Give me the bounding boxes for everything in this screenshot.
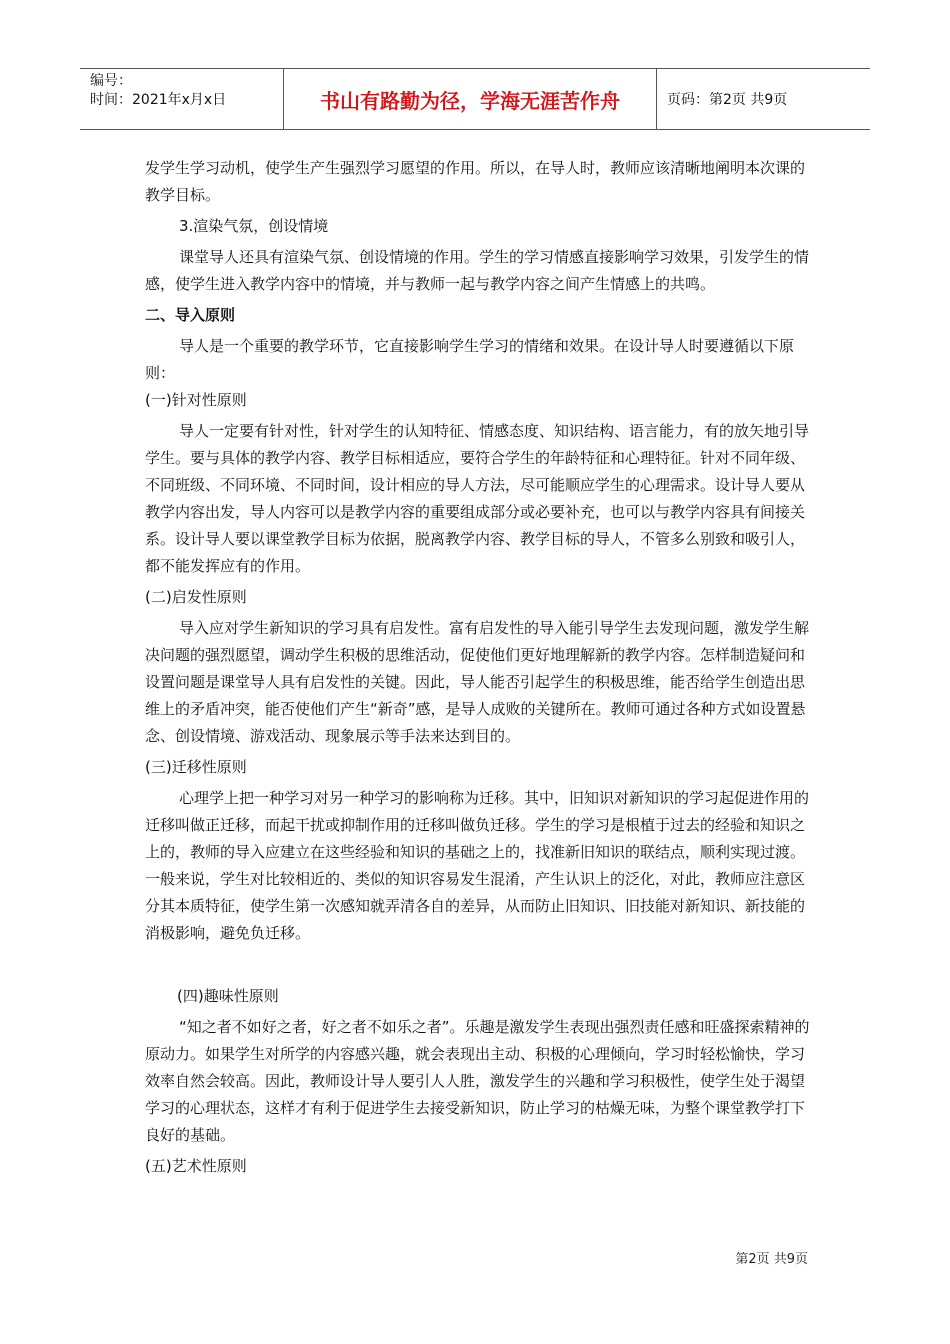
principle-heading: (五)艺术性原则	[145, 1157, 247, 1175]
header-meta	[80, 69, 283, 129]
principle-heading: (二)启发性原则	[145, 588, 247, 606]
paragraph: 发学生学习动机，使学生产生强烈学习愿望的作用。所以，在导人时，教师应该清晰地阐明本次课的教学目标。	[145, 159, 806, 204]
subsection-heading: 3.渲染气氛，创设情境	[179, 217, 329, 235]
principle-heading: (三)迁移性原则	[145, 758, 247, 776]
principle-heading: (一)针对性原则	[145, 391, 247, 409]
header-page-info: 页码：第2页 共9页	[667, 92, 788, 108]
paragraph: “知之者不如好之者，好之者不如乐之者”。乐趣是激发学生表现出强烈责任感和旺盛探索精神的原动力。如果学生对所学的内容感兴趣，就会表现出主动、积极的心理倾向，学习时轻松愉快，学习效率自然会较高。因此，教师设计导人要引人人胜，激发学生的兴趣和学习积极性，使学生处于渴望学习的心理状态，这样才有利于促进学生去接受新知识，防止学习的枯燥无味，为整个课堂教学打下良好的基础。	[145, 1018, 810, 1144]
document-date: 时间：2021年x月x日	[90, 92, 227, 108]
header-motto: 书山有路勤为径，学海无涯苦作舟	[283, 69, 657, 129]
principle-heading: (四)趣味性原则	[177, 987, 279, 1005]
page-header	[80, 68, 870, 130]
section-heading: 二、导入原则	[145, 306, 236, 324]
document-body	[145, 155, 815, 1180]
paragraph: 导入应对学生新知识的学习具有启发性。富有启发性的导入能引导学生去发现问题，激发学生解决问题的强烈愿望，调动学生积极的思维活动，促使他们更好地理解新的教学内容。怎样制造疑问和设置问题是课堂导人具有启发性的关键。因此，导人能否引起学生的积极思维，能否给学生创造出思维上的矛盾冲突，能否使他们产生“新奇”感，是导人成败的关键所在。教师可通过各种方式如设置悬念、创设情境、游戏活动、现象展示等手法来达到目的。	[145, 619, 810, 745]
document-number-label: 编号：	[90, 73, 132, 89]
paragraph: 导人一定要有针对性，针对学生的认知特征、情感态度、知识结构、语言能力，有的放矢地引导学生。要与具体的教学内容、教学目标相适应，要符合学生的年龄特征和心理特征。针对不同年级、不同班级、不同环境、不同时间，设计相应的导人方法，尽可能顺应学生的心理需求。设计导人要从教学内容出发，导人内容可以是教学内容的重要组成部分或必要补充，也可以与教学内容具有间接关系。设计导人要以课堂教学目标为依据，脱离教学内容、教学目标的导人，不管多么别致和吸引人，都不能发挥应有的作用。	[145, 422, 810, 575]
paragraph: 心理学上把一种学习对另一种学习的影响称为迁移。其中，旧知识对新知识的学习起促进作用的迁移叫做正迁移，而起干扰或抑制作用的迁移叫做负迁移。学生的学习是根植于过去的经验和知识之上的，教师的导入应建立在这些经验和知识的基础之上的，找准新旧知识的联结点，顺利实现过渡。一般来说，学生对比较相近的、类似的知识容易发生混淆，产生认识上的泛化，对此，教师应注意区分其本质特征，使学生第一次感知就弄清各自的差异，从而防止旧知识、旧技能对新知识、新技能的消极影响，避免负迁移。	[145, 789, 810, 942]
paragraph: 导人是一个重要的教学环节，它直接影响学生学习的情绪和效果。在设计导人时要遵循以下原则：	[145, 337, 795, 382]
page-footer: 第2页 共9页	[735, 1252, 808, 1267]
paragraph: 课堂导人还具有渲染气氛、创设情境的作用。学生的学习情感直接影响学习效果，引发学生的情感，使学生进入教学内容中的情境，并与教师一起与教学内容之间产生情感上的共鸣。	[145, 248, 810, 293]
